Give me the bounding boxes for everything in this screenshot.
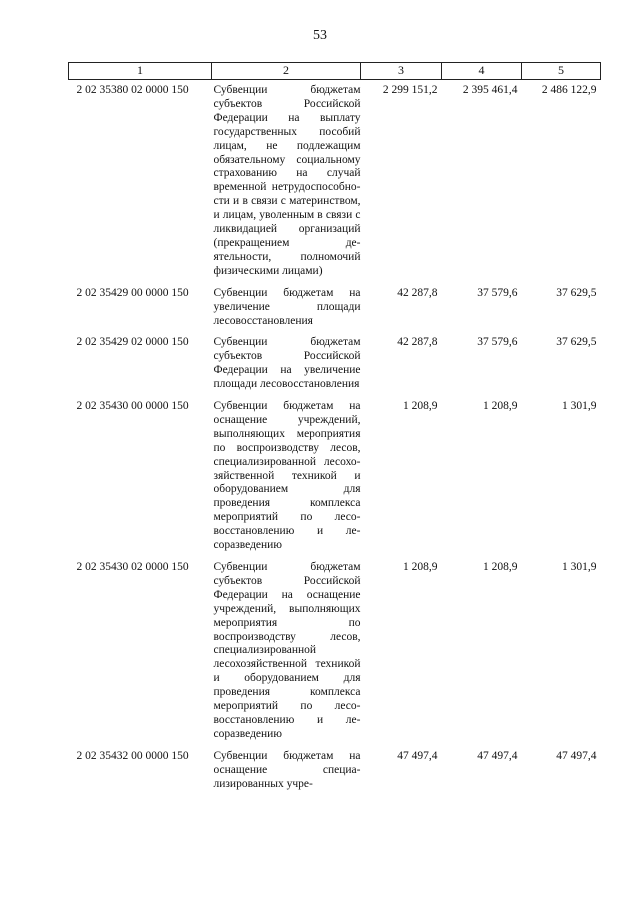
budget-table [68, 62, 601, 800]
budget-item-name: Субвенции бюджетам на увеличение площади лесовосстановления [213, 286, 361, 327]
budget-item-name: Субвенции бюджетам на оснащение специализированных учре- [213, 749, 361, 790]
amount-col-5: 1 301,9 [562, 561, 597, 573]
amount-col-5: 37 629,5 [556, 286, 597, 299]
table-row [69, 80, 601, 287]
amount-col-5: 37 629,5 [556, 336, 597, 349]
budget-code: 2 02 35429 02 0000 150 [76, 336, 189, 349]
column-header-1: 1 [69, 63, 212, 80]
amount-col-4: 37 579,6 [477, 336, 518, 349]
table-row [69, 287, 601, 337]
table-row [69, 750, 601, 800]
amount-col-4: 47 497,4 [477, 749, 518, 762]
amount-col-3: 42 287,8 [397, 286, 438, 299]
budget-item-name: Субвенции бюджетам на оснащение учреждений, выполняющих мероприятия по воспроизводству лесов, специализированной лесохозяйственной техникой и оборудованием для проведения комплекса мероприятий по лесовосстановлению и лесоразведению [213, 400, 361, 552]
budget-code: 2 02 35430 00 0000 150 [76, 400, 189, 413]
budget-code: 2 02 35429 00 0000 150 [76, 286, 189, 299]
budget-item-name: Субвенции бюджетам субъектов Российской Федерации на выплату государственных пособий лицам, не подлежащим обязательному социальному страхованию на случай временной нетрудоспособности и в связи с материнством, и лицам, уволенным в связи с ликвидацией организаций (прекращением деятельности, полномочий физическими лицами) [213, 84, 361, 277]
budget-code: 2 02 35380 02 0000 150 [76, 84, 189, 96]
amount-col-3: 1 208,9 [403, 400, 438, 413]
budget-code: 2 02 35430 02 0000 150 [76, 561, 189, 573]
amount-col-3: 1 208,9 [403, 561, 438, 573]
amount-col-3: 2 299 151,2 [382, 84, 438, 96]
amount-col-3: 42 287,8 [397, 336, 438, 349]
budget-item-name: Субвенции бюджетам субъектов Российской Федерации на оснащение учреждений, выполняющих мероприятия по воспроизводству лесов, специализированной лесохозяйственной техникой и оборудованием для проведения комплекса мероприятий по лесовосстановлению и лесоразведению [213, 561, 361, 740]
amount-col-4: 1 208,9 [483, 400, 518, 413]
column-header-2: 2 [212, 63, 361, 80]
amount-col-4: 2 395 461,4 [462, 84, 518, 96]
amount-col-5: 2 486 122,9 [541, 84, 597, 96]
column-header-5: 5 [522, 63, 601, 80]
budget-item-name: Субвенции бюджетам субъектов Российской Федерации на увеличение площади лесовосстановления [213, 336, 361, 391]
amount-col-4: 37 579,6 [477, 286, 518, 299]
table-row [69, 336, 601, 400]
amount-col-5: 47 497,4 [556, 749, 597, 762]
column-header-3: 3 [361, 63, 442, 80]
page-number: 53 [313, 28, 327, 43]
table-header-row [69, 63, 601, 80]
column-header-4: 4 [442, 63, 522, 80]
budget-code: 2 02 35432 00 0000 150 [76, 749, 189, 762]
amount-col-3: 47 497,4 [397, 749, 438, 762]
table-row [69, 561, 601, 750]
table-row [69, 400, 601, 561]
amount-col-5: 1 301,9 [562, 400, 597, 413]
amount-col-4: 1 208,9 [483, 561, 518, 573]
